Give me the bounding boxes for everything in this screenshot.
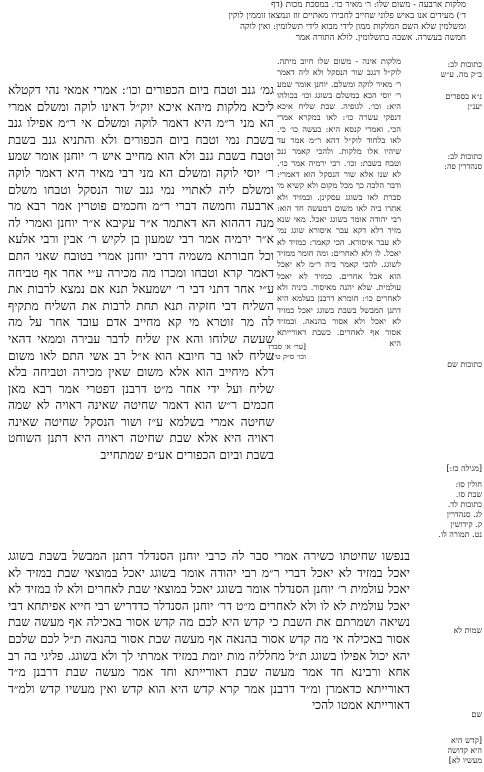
margin-note: [קדש היא היא קדושה מעשיו לא] (447, 736, 482, 765)
margin-note: שמות לא (453, 626, 482, 635)
top-commentary-note (126, 0, 466, 44)
talmud-bottom-text: בנפשו שחיטתו כשירה אמרי סבר לה כרבי יוחנן הסנדלר דתנן המבשל בשבת בשוגג יאכל במזיד לא יאכל דברי ר״מ רבי יהודה אומר בשוגג יאכל במוצאי שבת במזיד לא יאכל עולמית ר׳ יוחנן הסנדלר אומר בשוגג יאכל במוצאי שבת לאחרים ולא לו במזיד לא יאכל עולמית לא לו ולא לאחרים מ״ט דר׳ יוחנן הסנדלר כדדריש רבי חייא אפיתחא דבי נשיאה ושמרתם את השבת כי קדש היא לכם מה קדש אסור באכילה אף מעשה שבת אסור באכילה אי מה קדש אסור בהנאה אף מעשה שבת אסור בהנאה ת״ל לכם שלכם יהא יכול אפילו בשוגג ת״ל מחלליה מות יומת במזיד אמרתי לך ולא בשוגג. פליגי בה רב אחא ורבינא חד אמר מעשה שבת דאורייתא וחד אמר מעשה שבת דרבנן מ״ד דאורייתא כדאמרן ומ״ד דרבנן אמר קרא קדש היא הוא קדש ואין מעשיו קדש ולמ״ד דאורייתא אמטו להכי (4, 549, 410, 713)
margin-note: כתובות לב: סנהדרין פה: (444, 152, 482, 171)
margin-note: חולין סו: שבת סו. כתובות לד. לג. סנהדרין ק. קידושין נט. תמורה לו. (438, 480, 482, 539)
top-note-line: ומשלמין שלא השם המלקות ממון לידי מבוא לידי תשלומין: ואין לוקה (239, 22, 466, 32)
margin-note: נ״א בספרים יענ״ן (445, 92, 482, 111)
rashi-commentary: מלקות אינה - משום שלו חיוב מיתה. לוק״ל דנגב שור הנסקל ולא ליה דאמר ר׳ מאיר לוקה ומשלם. יוחנן אומר שמע ר׳ יוסי הכא במשלם בשוגג וכו׳ בכולהו היא: וכו׳. לגופיה. שבת שליח איכא דנפקי עשרה כו׳: לאו במקרא אמרי הכי. ואמרי קנסא היא: בעשה כו׳ כי. לאו בלחוד לוק״ל דהא ר״מ אמר עד שיהיו אלו מלקות. ולהכי קאמר גנב וטבח בשבת: וכו׳. רבי ירמיה אמר כו׳. לא שנו אלא שור הנסקל הוא דאמרי: ודבר הלכה כך מכל מקום ולא קשיא מי סברת לאו בשוגג עסקינן. ובמזיד ולא אתרו ביה לאו משום דמעשה חד הוא: רבי יהודה אומר בשוגג יאכל. מאי שנא מזיד דלא דקא עבר איסורא שוגג נמי לא עבר איסורא. הכי קאמר: כמזיד לא יאכל. לו ולא לאחרים: ומה חומר ממזיד לשוגג. להכי קאמר ביה ר״מ לא יאכל הוא אבל אחרים. כמזיד לא יאכל עולמית. שלא יהנה מאיסור. ביניה ולא לאחרים כו׳: חומרא דרבנן בעלמא היא דתנן המבשל בשבת בשוגג יאכל כמזיד לא יאכל ולא אסור בהנאה. ובמזיד אסור אף לאחרים. כשבת דאורייתא היא (274, 56, 401, 349)
margin-note: כתובות לב: ב״ק מה. ע״ש (440, 60, 482, 79)
margin-note: שם (471, 710, 482, 719)
margin-note: כתובות שם (447, 360, 482, 369)
top-note-line: ד׳) מעידים אנו באיש פלוני שחייב לחבירו מאתיים זוז ונמצאו זוממין לוקין (228, 11, 466, 21)
top-note-line: מלקות ארבעה - משום שלו: ר׳ מאיר כו׳. במסכת מכות (דף (271, 0, 466, 10)
commentary-bracket-note: [ער׳ א׳ סברו וכו׳ ס״ק ט׳] (268, 342, 306, 361)
top-note-line: חמשה בעשרה. אשבה בתשלומין. לולא התורה אמר (295, 33, 466, 43)
margin-note: [מגילה כז:] (446, 464, 482, 473)
talmud-main-text: גמ׳ גנב וטבח ביום הכפורים וכו׳: אמרי אמאי נהי דקטלא ליכא מלקות מיהא איכא יוק״ל דאינו לוקה ומשלם אמרי הא מני ר״מ היא דאמר לוקה ומשלם אי ר״מ אפילו גנב בשבת נמי וטבח ביום הכפורים ולא והתניא גנב בשבת וטבח בשבת גנב ולא הוא מחייב איש ר׳ יוחנן אומר שמע ר׳ יוסי לוקה ומשלם הא מני רבי מאיר היא דאמר לוקה ומשלם ליה לאתויי נמי גנב שור הנסקל וטבחו משלם ארבעה וחמשה דברי ר״מ וחכמים פוטרין אמר רבא מר מנה דההוא הא דאתמר א״ר עקיבא א״ר יוחנן ואמרי לה א״ר ירמיה אמר רבי שמעון בן לקיש ר׳ אבין ורבי אלעא וכל חבורתא משמיה דרבי יוחנן אמרי בטובח שאני התם דאמר קרא וטבחו ומכרו מה מכירה ע״י אחר אף טביחה ע״י אחר דתני דבי ר׳ ישמעאל תנא אם נמצא לרבות את השליח דבי חזקיה תנא תחת לרבות את השליח מתקיף לה מר זוטרא מי קא מחייב אדם עובד אחר על מה שעשה שלוחו והא אין שליח לדבר עבירה וממאי דהאי שליח לאו בר חיובא הוא א״ל רב אשי התם לאו משום דלא מיחייב הוא אלא משום שאין מכירה וטביחה בלא שליח ועל ידי אחר מ״ט דרבנן דפטרי אמר רבא מאן חכמים ר״ש הוא דאמר שחיטה שאינה ראויה לא שמה שחיטה אמרי בשלמא ע״ז ושור הנסקל שחיטה שאינה ראויה היא אלא שבת שחיטה ראויה היא דתנן השוחט בשבת וביום הכפורים אע״פ שמתחייב (4, 83, 274, 463)
